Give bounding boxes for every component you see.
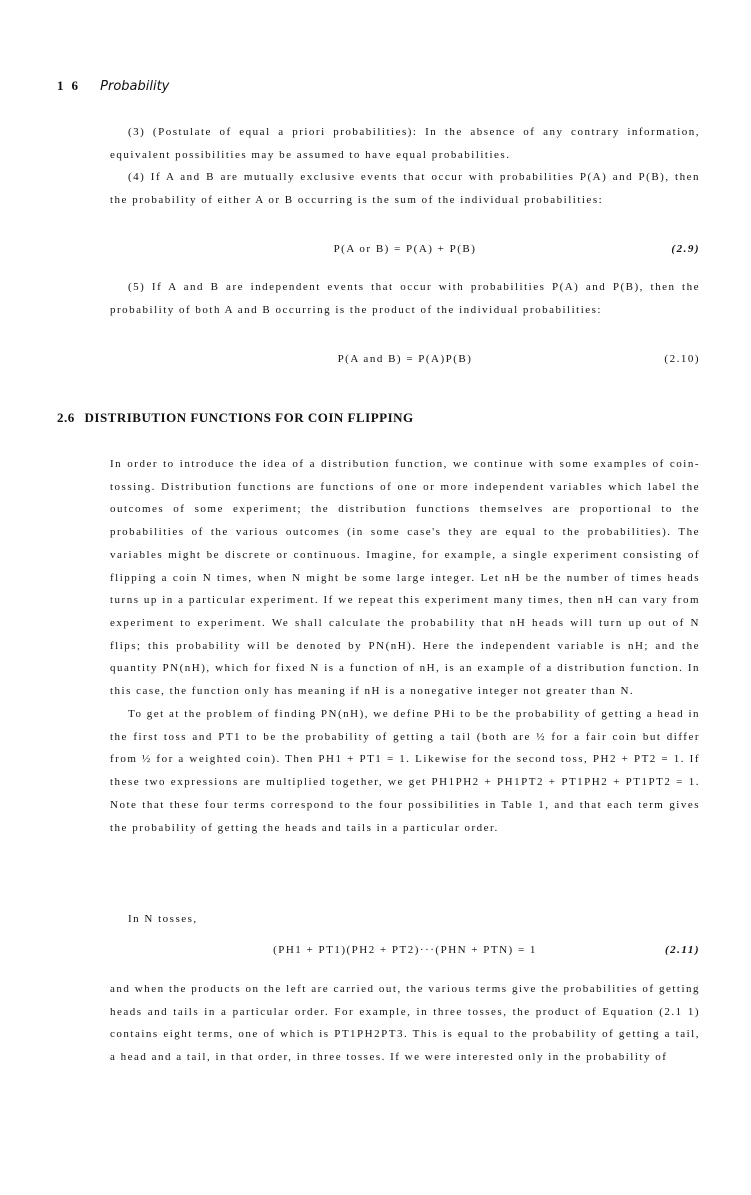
section-title: DISTRIBUTION FUNCTIONS FOR COIN FLIPPING [84,410,414,425]
equation-2-9 [110,243,700,263]
postulate-4: (4) If A and B are mutually exclusive events that occur with probabilities P(A) and P(B), then the probability of either A or B occurring is the sum of the individual probabilities: [110,171,700,206]
postulate-3: (3) (Postulate of equal a priori probabilities): In the absence of any contrary information, equivalent possibilities may be assumed to have equal probabilities. [110,126,700,161]
equation-2-9-formula: P(A or B) = P(A) + P(B) [333,243,477,255]
page-number: 16 [57,78,86,93]
equation-2-10-number: (2.10) [664,353,700,365]
equation-2-11 [110,944,700,964]
equation-2-10 [110,353,700,373]
equation-2-10-formula: P(A and B) = P(A)P(B) [337,353,473,365]
body-paragraph-3: In N tosses, [128,913,198,925]
body-paragraph-4: and when the products on the left are carried out, the various terms give the probabilities of getting heads and tails in a particular order. For example, in three tosses, the product of Equation (2.1 1) contains eight terms, one of which is PT1PH2PT3. This is equal to the probability of getting a tail, a head and a tail, in that order, in three tosses. If we were interested only in the probability of [110,983,700,1064]
body-paragraph-1: In order to introduce the idea of a distribution function, we continue with some examples of coin-tossing. Distribution functions are functions of one or more independent variables which label the outcomes of some experiment; the distribution functions themselves are proportional to the probabilities of the various outcomes (in some case's they are equal to the probabilities). The variables might be discrete or continuous. Imagine, for example, a single experiment consisting of flipping a coin N times, when N might be some large integer. Let nH be the number of times heads turns up in a particular experiment. If we repeat this experiment many times, then nH can vary from experiment to experiment. We shall calculate the probability that nH heads will turn up out of N flips; this probability will be denoted by PN(nH). Here the independent variable is nH; and the quantity PN(nH), which for fixed N is a function of nH, is an example of a distribution function. In this case, the function only has meaning if nH is a nonegative integer not greater than N. [110,458,700,698]
section-heading [57,410,414,426]
section-number: 2.6 [57,410,75,425]
running-title: Probability [100,79,170,94]
equation-2-11-number: (2.11) [665,944,700,956]
equation-2-9-number: (2.9) [671,243,700,255]
equation-2-11-formula: (PH1 + PT1)(PH2 + PT2)···(PHN + PTN) = 1 [273,944,537,956]
body-paragraph-2: To get at the problem of finding PN(nH), we define PHi to be the probability of getting a head in the first toss and PT1 to be the probability of getting a tail (both are ½ for a fair coin but differ from ½ for a weighted coin). Then PH1 + PT1 = 1. Likewise for the second toss, PH2 + PT2 = 1. If these two expressions are multiplied together, we get PH1PH2 + PH1PT2 + PT1PH2 + PT1PT2 = 1. Note that these four terms correspond to the four possibilities in Table 1, and that each term gives the probability of getting the heads and tails in a particular order. [110,708,700,834]
page-header [57,78,169,94]
postulate-5: (5) If A and B are independent events that occur with probabilities P(A) and P(B), then the probability of both A and B occurring is the product of the individual probabilities: [110,281,700,316]
